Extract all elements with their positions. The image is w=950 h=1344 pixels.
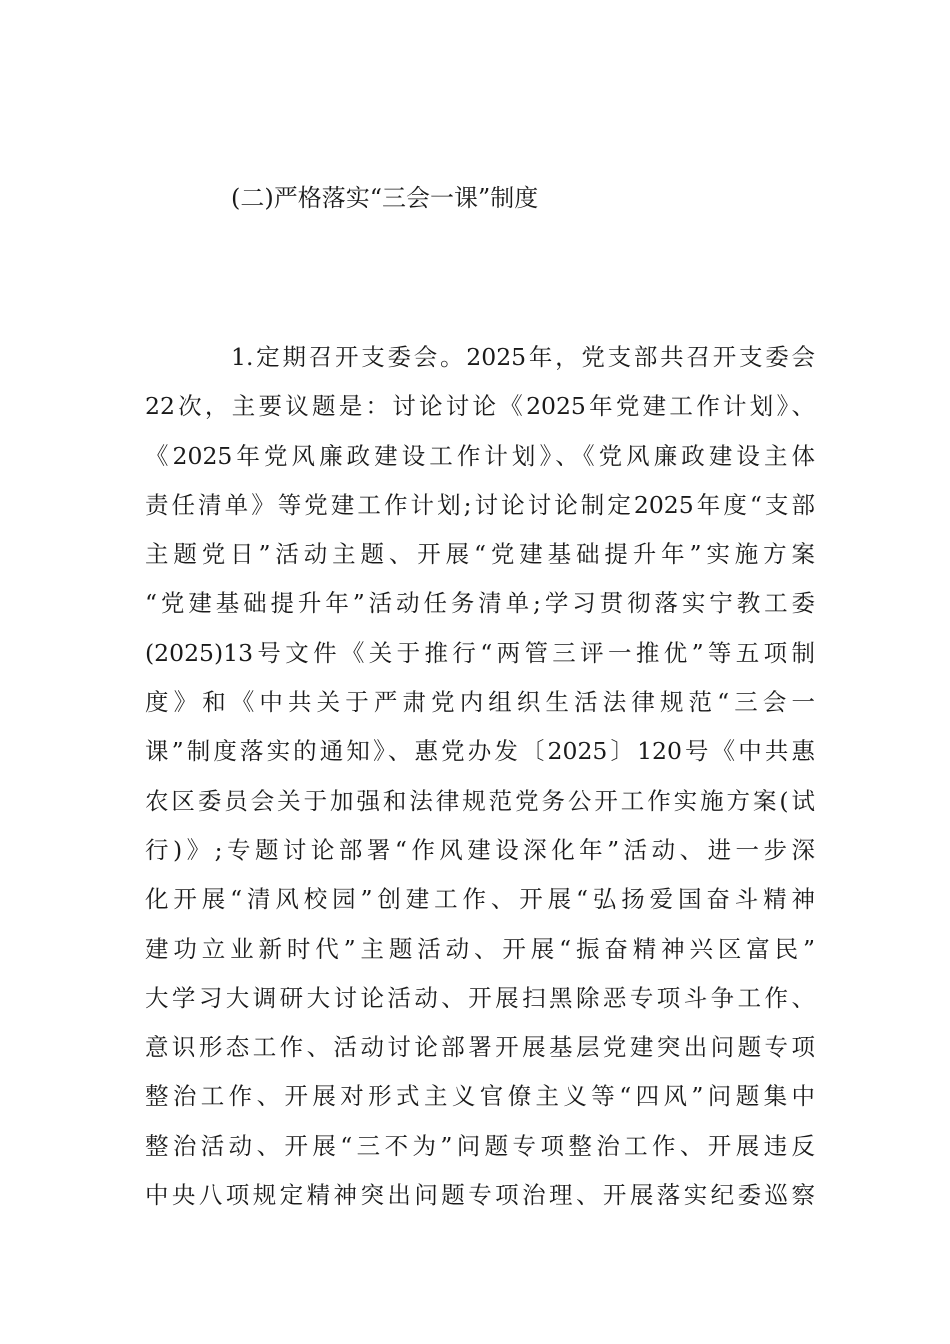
paragraph-line: 主题党日”活动主题、开展“党建基础提升年”实施方案 <box>145 540 815 569</box>
paragraph-line: 《2025年党风廉政建设工作计划》、《党风廉政建设主体 <box>145 441 815 470</box>
paragraph-line: 中央八项规定精神突出问题专项治理、开展落实纪委巡察 <box>145 1181 815 1210</box>
paragraph-line: 意识形态工作、活动讨论部署开展基层党建突出问题专项 <box>145 1033 815 1062</box>
paragraph-line: 建功立业新时代”主题活动、开展“振奋精神兴区富民” <box>145 934 815 963</box>
paragraph-line: 课”制度落实的通知》、惠党办发〔2025〕120号《中共惠 <box>145 737 815 766</box>
paragraph-line: 责任清单》等党建工作计划;讨论讨论制定2025年度“支部 <box>145 490 815 519</box>
section-heading: (二)严格落实“三会一课”制度 <box>231 184 539 212</box>
paragraph-line: 整治活动、开展“三不为”问题专项整治工作、开展违反 <box>145 1131 815 1160</box>
paragraph-line: 1.定期召开支委会。2025年，党支部共召开支委会 <box>231 343 815 371</box>
paragraph-line: 大学习大调研大讨论活动、开展扫黑除恶专项斗争工作、 <box>145 983 815 1012</box>
paragraph-line: “党建基础提升年”活动任务清单;学习贯彻落实宁教工委 <box>145 589 815 618</box>
paragraph-line: 度》和《中共关于严肃党内组织生活法律规范“三会一 <box>145 688 815 717</box>
paragraph-line: (2025)13号文件《关于推行“两管三评一推优”等五项制 <box>145 638 815 667</box>
paragraph-line: 整治工作、开展对形式主义官僚主义等“四风”问题集中 <box>145 1082 815 1111</box>
paragraph-line: 化开展“清风校园”创建工作、开展“弘扬爱国奋斗精神 <box>145 885 815 914</box>
paragraph-line: 农区委员会关于加强和法律规范党务公开工作实施方案(试 <box>145 786 815 815</box>
paragraph-line: 22次，主要议题是：讨论讨论《2025年党建工作计划》、 <box>145 392 815 421</box>
body-paragraph <box>145 333 815 1220</box>
paragraph-line: 行)》;专题讨论部署“作风建设深化年”活动、进一步深 <box>145 835 815 864</box>
